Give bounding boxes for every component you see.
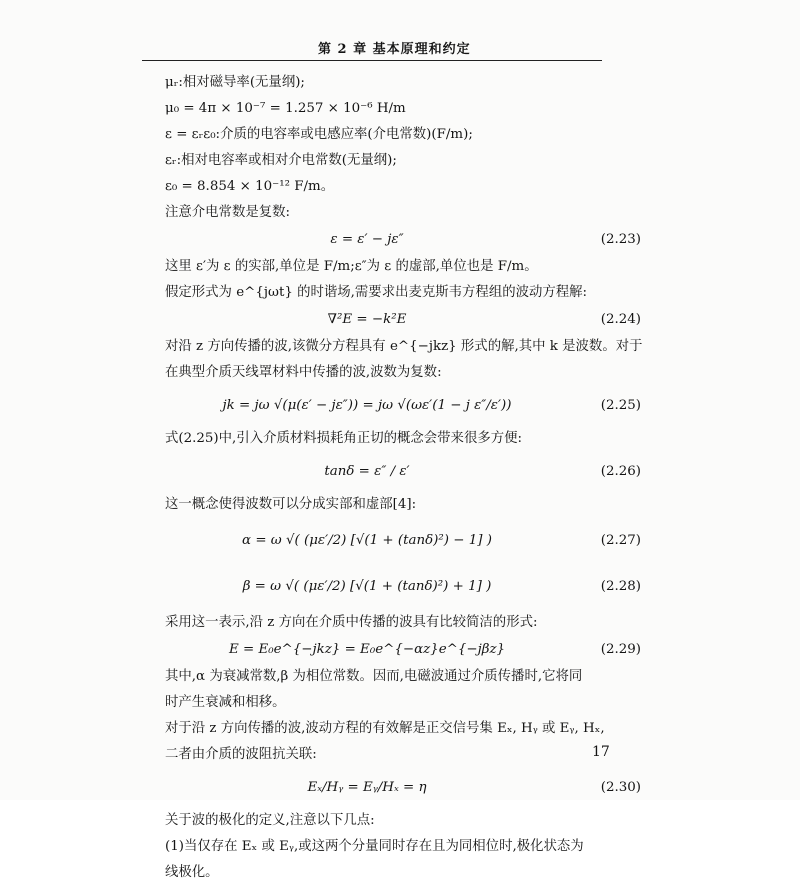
- equation-2-29: [165, 636, 641, 664]
- text-line: 式(2.25)中,引入介质材料损耗角正切的概念会带来很多方便:: [165, 431, 523, 446]
- equation-number: (2.29): [600, 642, 641, 657]
- header-rule: [142, 60, 602, 61]
- equation-2-28: [165, 564, 641, 610]
- text-line: 线极化。: [165, 865, 219, 880]
- equation-expression: ε = ε′ − jε″: [330, 232, 404, 247]
- text-line: ε₀ = 8.854 × 10⁻¹² F/m。: [165, 179, 335, 194]
- equation-expression: E = E₀e^{−jkz} = E₀e^{−αz}e^{−jβz}: [228, 642, 506, 657]
- equation-number: (2.28): [600, 579, 641, 594]
- text-line: εᵣ:相对电容率或相对介电常数(无量纲);: [165, 153, 397, 168]
- text-line: 时产生衰减和相移。: [165, 695, 286, 710]
- text-line: 二者由介质的波阻抗关联:: [165, 747, 317, 762]
- text-line: 关于波的极化的定义,注意以下几点:: [165, 813, 375, 828]
- text-line: 其中,α 为衰减常数,β 为相位常数。因而,电磁波通过介质传播时,它将同: [165, 669, 583, 684]
- equation-2-27: [165, 518, 641, 564]
- text-line: 在典型介质天线罩材料中传播的波,波数为复数:: [165, 365, 442, 380]
- text-line: 注意介电常数是复数:: [165, 205, 291, 220]
- equation-2-23: [165, 226, 641, 254]
- equation-expression: β = ω √( (με′/2) [√(1 + (tanδ)²) + 1] ): [242, 579, 492, 594]
- text-line: μᵣ:相对磁导率(无量纲);: [165, 75, 305, 90]
- page-number: 17: [592, 744, 610, 760]
- equation-expression: tanδ = ε″ / ε′: [324, 464, 410, 479]
- running-header: 第 2 章 基本原理和约定: [318, 42, 471, 57]
- text-line: ε = εᵣε₀:介质的电容率或电感应率(介电常数)(F/m);: [165, 127, 473, 142]
- equation-2-30: [165, 768, 641, 808]
- text-line: 这里 ε′为 ε 的实部,单位是 F/m;ε″为 ε 的虚部,单位也是 F/m。: [165, 259, 538, 274]
- text-line: 假定形式为 e^{jωt} 的时谐场,需要求出麦克斯韦方程组的波动方程解:: [165, 285, 588, 300]
- text-line: 采用这一表示,沿 z 方向在介质中传播的波具有比较简洁的形式:: [165, 615, 538, 630]
- text-line: 对于沿 z 方向传播的波,波动方程的有效解是正交信号集 Eₓ, Hᵧ 或 Eᵧ, Hₓ,: [165, 721, 605, 736]
- equation-expression: ∇²E = −k²E: [327, 312, 407, 327]
- text-line: μ₀ = 4π × 10⁻⁷ = 1.257 × 10⁻⁶ H/m: [165, 101, 406, 116]
- equation-2-26: [165, 452, 641, 492]
- equation-2-24: [165, 306, 641, 334]
- equation-number: (2.27): [600, 533, 641, 548]
- text-line: 对沿 z 方向传播的波,该微分方程具有 e^{−jkz} 形式的解,其中 k 是波数。对于: [165, 339, 643, 354]
- equation-expression: Eₓ/Hᵧ = Eᵧ/Hₓ = η: [307, 780, 427, 795]
- equation-number: (2.23): [600, 232, 641, 247]
- equation-number: (2.30): [600, 780, 641, 795]
- equation-number: (2.24): [600, 312, 641, 327]
- equation-expression: α = ω √( (με′/2) [√(1 + (tanδ)²) − 1] ): [242, 533, 492, 548]
- equation-2-25: [165, 386, 641, 426]
- page-body: [165, 70, 643, 886]
- text-line: 这一概念使得波数可以分成实部和虚部[4]:: [165, 497, 417, 512]
- equation-number: (2.26): [600, 464, 641, 479]
- equation-expression: jk = jω √(μ(ε′ − jε″)) = jω √(ωε′(1 − j ε″/ε′)): [222, 398, 512, 413]
- equation-number: (2.25): [600, 398, 641, 413]
- text-line: (1)当仅存在 Eₓ 或 Eᵧ,或这两个分量同时存在且为同相位时,极化状态为: [165, 839, 584, 854]
